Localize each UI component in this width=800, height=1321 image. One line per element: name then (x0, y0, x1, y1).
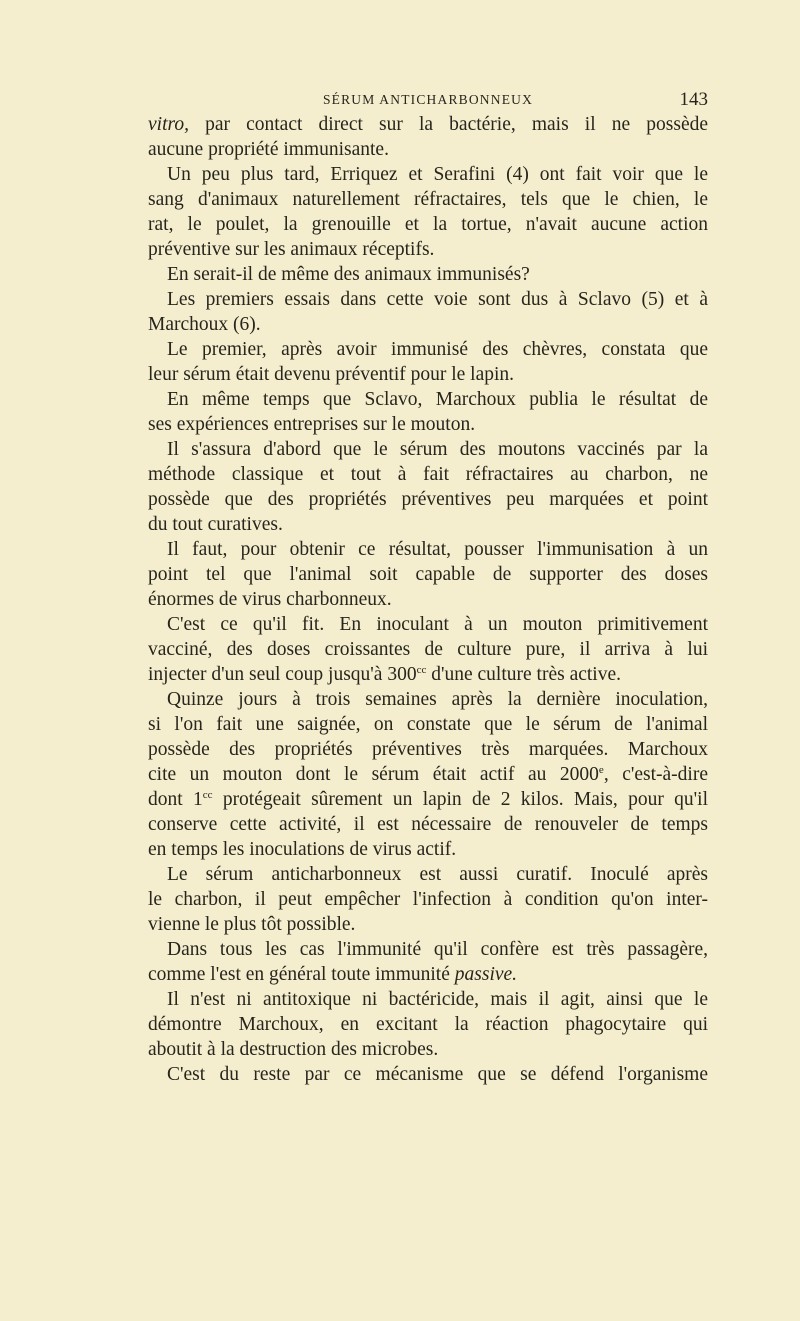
text-line (148, 687, 708, 712)
text-line (148, 1012, 708, 1037)
text-line (148, 137, 708, 162)
text-segment: du tout curatives. (148, 514, 283, 535)
text-line (148, 987, 708, 1012)
text-line (148, 387, 708, 412)
text-line (148, 362, 708, 387)
text-segment: C'est ce qu'il fit. En inoculant à un mouton primitivement (167, 614, 708, 635)
text-segment: si l'on fait une saignée, on constate que le sérum de l'animal (148, 714, 708, 735)
text-segment: leur sérum était devenu préventif pour le lapin. (148, 364, 515, 385)
superscript: cc (416, 664, 427, 676)
text-segment: vacciné, des doses croissantes de culture pure, il arriva à lui (148, 639, 708, 660)
text-segment: sang d'animaux naturellement réfractaires, tels que le chien, le (148, 189, 708, 210)
text-line (148, 837, 708, 862)
text-segment: Le premier, après avoir immunisé des chèvres, constata que (167, 339, 708, 360)
text-line (148, 112, 708, 137)
text-line (148, 962, 708, 987)
text-segment: le charbon, il peut empêcher l'infection à condition qu'on inter- (148, 889, 708, 910)
text-segment: en temps les inoculations de virus actif. (148, 839, 457, 860)
text-segment: d'une culture très active. (426, 664, 621, 685)
text-segment: cite un mouton dont le sérum était actif au 2000 (148, 764, 599, 785)
text-line (148, 537, 708, 562)
italic-text: passive. (454, 964, 518, 985)
text-segment: En même temps que Sclavo, Marchoux publia le résultat de (167, 389, 708, 410)
text-line (148, 862, 708, 887)
text-segment: par contact direct sur la bactérie, mais il ne possède (188, 114, 708, 135)
text-line (148, 787, 708, 812)
text-line (148, 737, 708, 762)
text-segment: possède que des propriétés préventives peu marquées et point (148, 489, 708, 510)
text-segment: aboutit à la destruction des microbes. (148, 1039, 439, 1060)
text-line (148, 762, 708, 787)
text-segment: protégeait sûrement un lapin de 2 kilos. Mais, pour qu'il (212, 789, 708, 810)
text-line (148, 512, 708, 537)
text-segment: Marchoux (6). (148, 314, 261, 335)
text-line (148, 937, 708, 962)
page-number: 143 (679, 89, 708, 110)
text-segment: comme l'est en général toute immunité (148, 964, 455, 985)
running-header (148, 90, 708, 112)
text-segment: Il faut, pour obtenir ce résultat, pousser l'immunisation à un (167, 539, 708, 560)
text-line (148, 212, 708, 237)
text-segment: point tel que l'animal soit capable de supporter des doses (148, 564, 708, 585)
text-line (148, 437, 708, 462)
text-segment: conserve cette activité, il est nécessaire de renouveler de temps (148, 814, 708, 835)
text-line (148, 187, 708, 212)
text-line (148, 812, 708, 837)
superscript: e (598, 764, 604, 776)
text-segment: , c'est-à-dire (603, 764, 708, 785)
text-line (148, 912, 708, 937)
text-line (148, 562, 708, 587)
italic-text: vitro, (148, 114, 189, 135)
text-segment: Il s'assura d'abord que le sérum des moutons vaccinés par la (167, 439, 708, 460)
text-segment: méthode classique et tout à fait réfractaires au charbon, ne (148, 464, 708, 485)
body-text (148, 112, 708, 1087)
text-segment: Dans tous les cas l'immunité qu'il confère est très passagère, (167, 939, 708, 960)
superscript: cc (202, 789, 213, 801)
text-segment: démontre Marchoux, en excitant la réaction phagocytaire qui (148, 1014, 708, 1035)
text-segment: Le sérum anticharbonneux est aussi curatif. Inoculé après (167, 864, 708, 885)
text-line (148, 337, 708, 362)
text-segment: possède des propriétés préventives très marquées. Marchoux (148, 739, 708, 760)
text-segment: En serait-il de même des animaux immunisés? (167, 264, 530, 285)
text-line (148, 237, 708, 262)
text-line (148, 612, 708, 637)
text-segment: rat, le poulet, la grenouille et la tortue, n'avait aucune action (148, 214, 708, 235)
text-line (148, 287, 708, 312)
text-segment: ses expériences entreprises sur le mouton. (148, 414, 476, 435)
text-line (148, 1037, 708, 1062)
text-segment: préventive sur les animaux réceptifs. (148, 239, 435, 260)
text-segment: Quinze jours à trois semaines après la dernière inoculation, (167, 689, 708, 710)
text-segment: injecter d'un seul coup jusqu'à 300 (148, 664, 417, 685)
text-segment: Un peu plus tard, Erriquez et Serafini (4) ont fait voir que le (167, 164, 708, 185)
running-title: SÉRUM ANTICHARBONNEUX (322, 92, 534, 107)
text-line (148, 487, 708, 512)
text-segment: vienne le plus tôt possible. (148, 914, 356, 935)
text-line (148, 637, 708, 662)
text-segment: C'est du reste par ce mécanisme que se défend l'organisme (167, 1064, 708, 1085)
text-line (148, 262, 708, 287)
text-segment: Les premiers essais dans cette voie sont dus à Sclavo (5) et à (167, 289, 708, 310)
text-line (148, 662, 708, 687)
text-segment: énormes de virus charbonneux. (148, 589, 392, 610)
text-segment: dont 1 (148, 789, 203, 810)
text-line (148, 887, 708, 912)
text-line (148, 162, 708, 187)
text-line (148, 1062, 708, 1087)
text-segment: aucune propriété immunisante. (148, 139, 389, 160)
text-line (148, 312, 708, 337)
text-line (148, 712, 708, 737)
text-line (148, 462, 708, 487)
text-segment: Il n'est ni antitoxique ni bactéricide, mais il agit, ainsi que le (167, 989, 708, 1010)
text-line (148, 412, 708, 437)
text-line (148, 587, 708, 612)
